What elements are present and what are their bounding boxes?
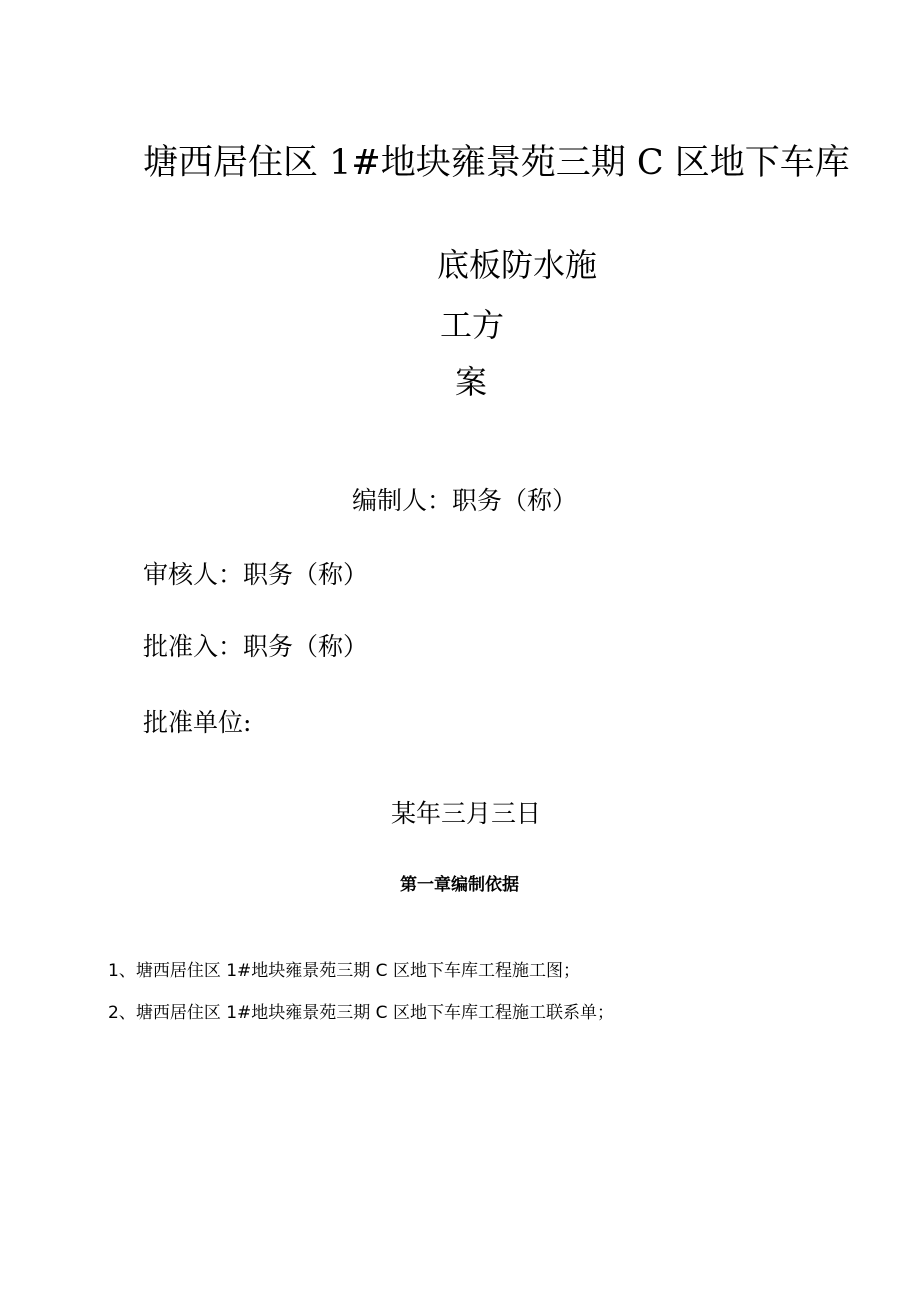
chapter-heading: 第一章编制依据 — [400, 875, 519, 895]
basis-list-item: 2、塘西居住区 1#地块雍景苑三期 C 区地下车库工程施工联系单； — [108, 1003, 614, 1023]
cover-title-line-1: 塘西居住区 1#地块雍景苑三期 C 区地下车库 — [143, 143, 850, 183]
cover-title-line-3: 工方 — [440, 306, 505, 344]
approving-unit-line: 批准单位: — [143, 708, 252, 737]
reviewer-line: 审核人：职务（称） — [143, 560, 369, 589]
basis-list-item: 1、塘西居住区 1#地块雍景苑三期 C 区地下车库工程施工图； — [108, 961, 580, 981]
compiler-line: 编制人：职务（称） — [352, 486, 578, 515]
document-date: 某年三月三日 — [391, 799, 542, 828]
cover-title-line-4: 案 — [455, 363, 488, 401]
cover-title-line-2: 底板防水施 — [437, 246, 598, 284]
approver-line: 批准入：职务（称） — [143, 632, 369, 661]
